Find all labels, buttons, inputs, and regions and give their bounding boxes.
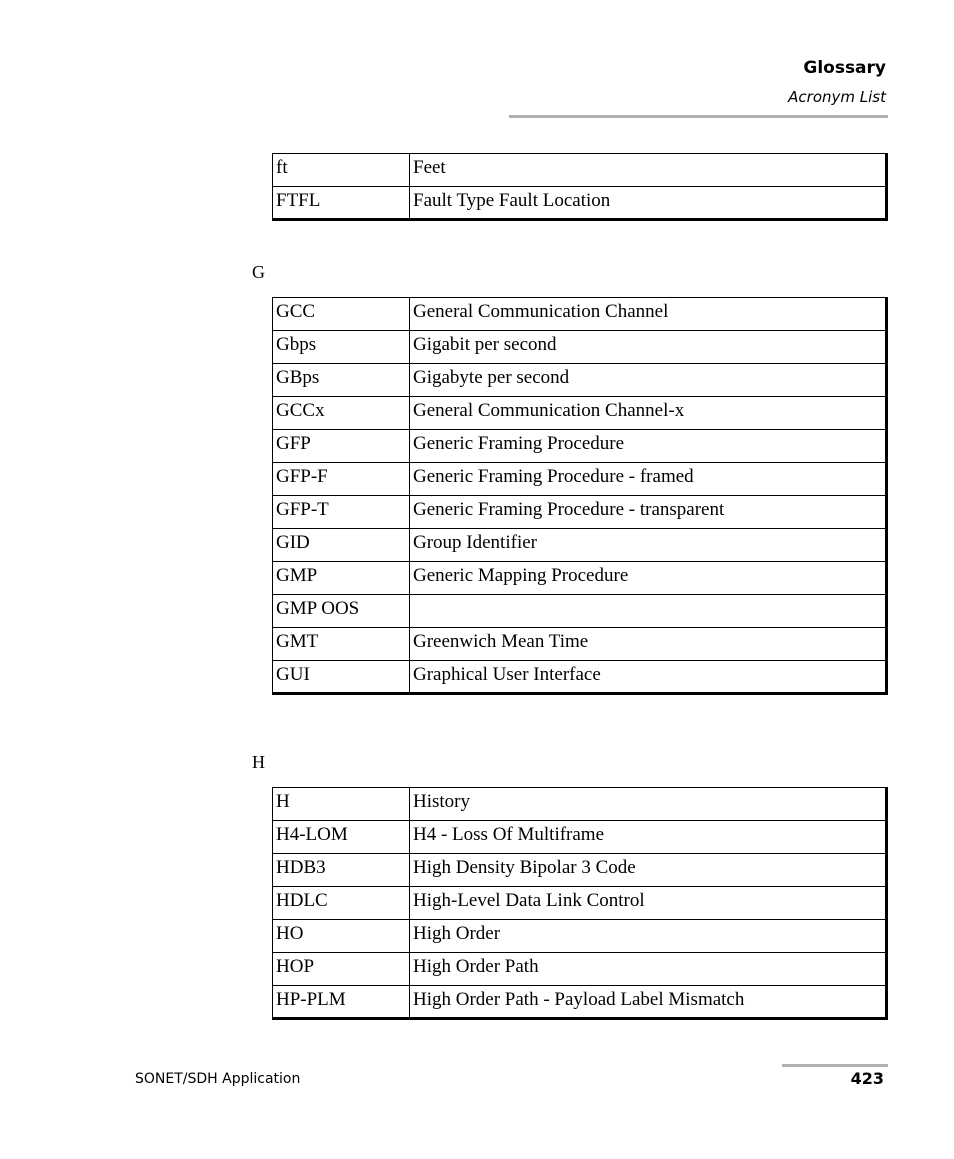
table-row: [273, 821, 887, 854]
acronym-table-f: [272, 153, 888, 221]
table-row: [273, 920, 887, 953]
page-subtitle: Acronym List: [788, 88, 886, 106]
table-row: [273, 953, 887, 986]
page-number: 423: [850, 1069, 884, 1088]
definition-cell: Generic Framing Procedure - framed: [410, 463, 887, 496]
acronym-cell: GFP-F: [273, 463, 410, 496]
table-row: [273, 562, 887, 595]
section-heading-g: G: [252, 262, 265, 282]
footer-document-title: SONET/SDH Application: [135, 1071, 301, 1087]
page-title: Glossary: [803, 58, 886, 78]
definition-cell: High Order Path - Payload Label Mismatch: [410, 986, 887, 1019]
definition-cell: High Density Bipolar 3 Code: [410, 854, 887, 887]
definition-cell: Gigabit per second: [410, 331, 887, 364]
table-row: [273, 788, 887, 821]
acronym-cell: GMT: [273, 628, 410, 661]
definition-cell: Greenwich Mean Time: [410, 628, 887, 661]
definition-cell: Generic Framing Procedure: [410, 430, 887, 463]
acronym-cell: H4-LOM: [273, 821, 410, 854]
table-row: [273, 154, 887, 187]
acronym-cell: HOP: [273, 953, 410, 986]
acronym-cell: GMP: [273, 562, 410, 595]
acronym-cell: Gbps: [273, 331, 410, 364]
table-row: [273, 298, 887, 331]
acronym-cell: GFP-T: [273, 496, 410, 529]
definition-cell: History: [410, 788, 887, 821]
table-row: [273, 986, 887, 1019]
definition-cell: H4 - Loss Of Multiframe: [410, 821, 887, 854]
acronym-cell: GCC: [273, 298, 410, 331]
section-heading-h: H: [252, 752, 265, 772]
acronym-cell: HP-PLM: [273, 986, 410, 1019]
acronym-cell: ft: [273, 154, 410, 187]
acronym-cell: H: [273, 788, 410, 821]
table-row: [273, 887, 887, 920]
definition-cell: Group Identifier: [410, 529, 887, 562]
definition-cell: General Communication Channel-x: [410, 397, 887, 430]
acronym-table-g: [272, 297, 888, 695]
definition-cell: Graphical User Interface: [410, 661, 887, 694]
definition-cell: Feet: [410, 154, 887, 187]
definition-cell: Generic Framing Procedure - transparent: [410, 496, 887, 529]
definition-cell: [410, 595, 887, 628]
acronym-cell: HO: [273, 920, 410, 953]
definition-cell: General Communication Channel: [410, 298, 887, 331]
acronym-cell: GUI: [273, 661, 410, 694]
header-divider: [509, 115, 888, 118]
acronym-cell: GFP: [273, 430, 410, 463]
table-row: [273, 529, 887, 562]
table-row: [273, 364, 887, 397]
table-row: [273, 430, 887, 463]
table-row: [273, 331, 887, 364]
footer-divider: [782, 1064, 888, 1067]
acronym-cell: HDB3: [273, 854, 410, 887]
table-row: [273, 463, 887, 496]
table-row: [273, 187, 887, 220]
definition-cell: Fault Type Fault Location: [410, 187, 887, 220]
table-row: [273, 595, 887, 628]
table-row: [273, 661, 887, 694]
definition-cell: High Order Path: [410, 953, 887, 986]
definition-cell: Generic Mapping Procedure: [410, 562, 887, 595]
acronym-cell: FTFL: [273, 187, 410, 220]
definition-cell: Gigabyte per second: [410, 364, 887, 397]
table-row: [273, 397, 887, 430]
acronym-cell: GMP OOS: [273, 595, 410, 628]
acronym-cell: GBps: [273, 364, 410, 397]
table-row: [273, 854, 887, 887]
acronym-table-h: [272, 787, 888, 1020]
acronym-cell: GID: [273, 529, 410, 562]
definition-cell: High Order: [410, 920, 887, 953]
definition-cell: High-Level Data Link Control: [410, 887, 887, 920]
table-row: [273, 496, 887, 529]
table-row: [273, 628, 887, 661]
acronym-cell: GCCx: [273, 397, 410, 430]
acronym-cell: HDLC: [273, 887, 410, 920]
